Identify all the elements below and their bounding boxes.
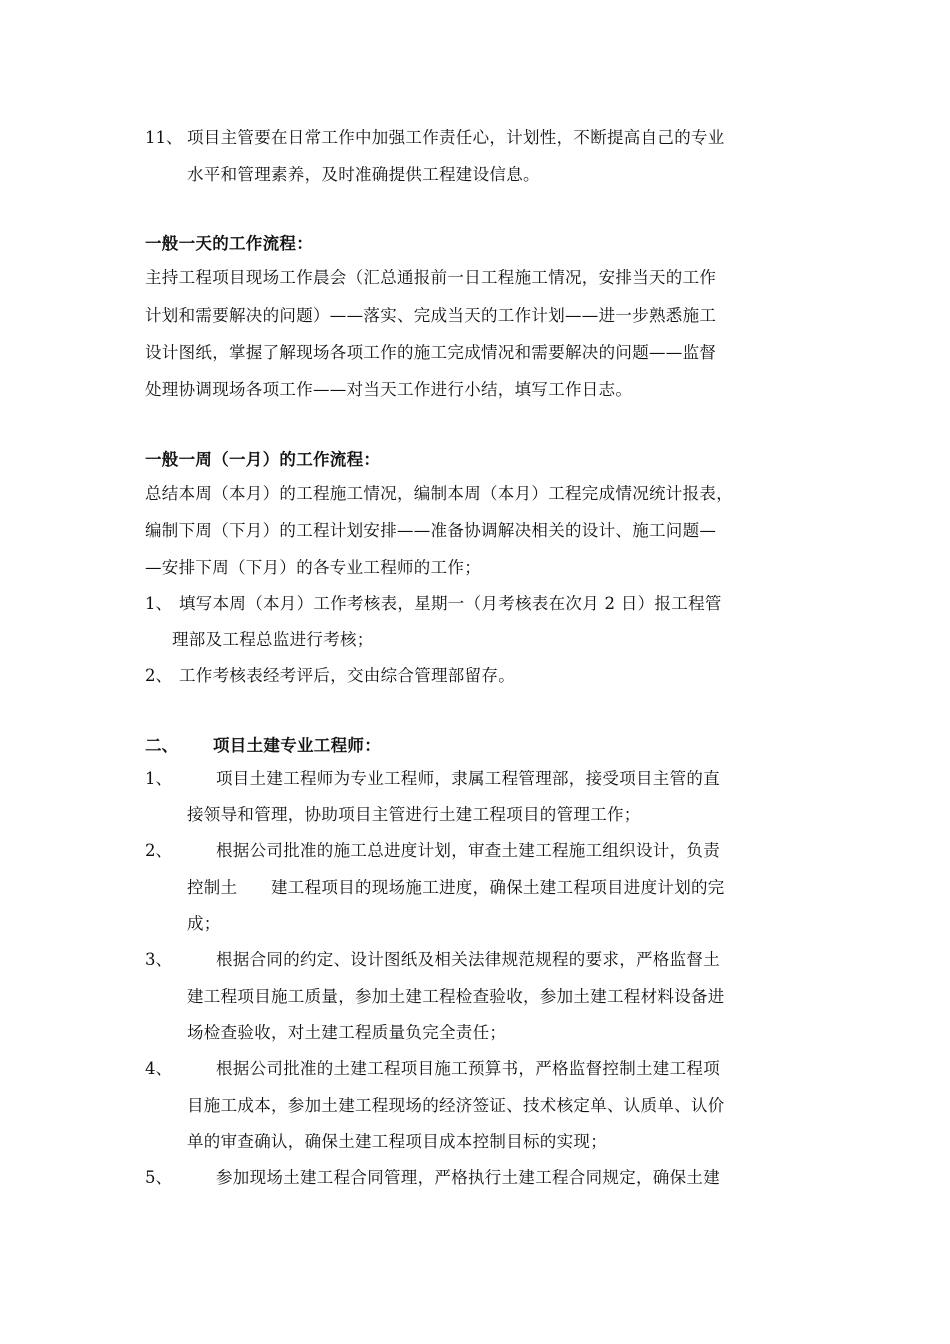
section-2-item-line: 项目土建工程师为专业工程师，隶属工程管理部，接受项目主管的直 (216, 769, 720, 788)
section-2-item-line: 根据公司批准的土建工程项目施工预算书，严格监督控制土建工程项 (216, 1059, 720, 1078)
section-2-item-line: 参加现场土建工程合同管理，严格执行土建工程合同规定，确保土建 (216, 1168, 720, 1187)
section-2-item-line: 根据公司批准的施工总进度计划，审查土建工程施工组织设计，负责 (216, 841, 720, 860)
weekly-workflow-heading: 一般一周（一月）的工作流程： (145, 450, 381, 469)
item-11-line-1: 项目主管要在日常工作中加强工作责任心，计划性，不断提高自己的专业 (187, 128, 725, 147)
daily-workflow-heading: 一般一天的工作流程： (145, 234, 313, 253)
weekly-item-line: 填写本周（本月）工作考核表，星期一（月考核表在次月 2 日）报工程管 (179, 594, 722, 613)
section-2-item-number: 5、 (145, 1168, 172, 1187)
weekly-workflow-line: 总结本周（本月）的工程施工情况，编制本周（本月）工程完成情况统计报表， (145, 484, 733, 503)
section-2-number: 二、 (145, 736, 178, 755)
item-11-line-2: 水平和管理素养，及时准确提供工程建设信息。 (187, 165, 540, 184)
weekly-item-line: 工作考核表经考评后，交由综合管理部留存。 (179, 666, 515, 685)
section-2-item-number: 3、 (145, 950, 172, 969)
section-2-item-number: 2、 (145, 841, 172, 860)
section-2-item-line: 控制土 建工程项目的现场施工进度，确保土建工程项目进度计划的完 (187, 878, 725, 897)
weekly-workflow-line: —安排下周（下月）的各专业工程师的工作； (145, 558, 481, 577)
daily-workflow-line: 处理协调现场各项工作——对当天工作进行小结，填写工作日志。 (145, 380, 633, 399)
section-2-item-line: 成； (187, 914, 221, 933)
weekly-item-number: 1、 (145, 594, 172, 613)
section-2-heading: 项目土建专业工程师： (213, 736, 381, 755)
daily-workflow-line: 主持工程项目现场工作晨会（汇总通报前一日工程施工情况，安排当天的工作 (145, 268, 717, 287)
section-2-item-line: 单的审查确认，确保土建工程项目成本控制目标的实现； (187, 1132, 607, 1151)
section-2-item-line: 接领导和管理，协助项目主管进行土建工程项目的管理工作； (187, 805, 641, 824)
daily-workflow-line: 设计图纸，掌握了解现场各项工作的施工完成情况和需要解决的问题——监督 (145, 343, 717, 362)
section-2-item-line: 场检查验收，对土建工程质量负完全责任； (187, 1023, 507, 1042)
daily-workflow-line: 计划和需要解决的问题）——落实、完成当天的工作计划——进一步熟悉施工 (145, 306, 717, 325)
section-2-item-line: 建工程项目施工质量，参加土建工程检查验收，参加土建工程材料设备进 (187, 987, 725, 1006)
section-2-item-number: 1、 (145, 769, 172, 788)
section-2-item-line: 根据合同的约定、设计图纸及相关法律规范规程的要求，严格监督土 (216, 950, 720, 969)
weekly-item-line: 理部及工程总监进行考核； (172, 630, 374, 649)
section-2-item-line: 目施工成本，参加土建工程现场的经济签证、技术核定单、认质单、认价 (187, 1096, 725, 1115)
item-11-number: 11、 (145, 128, 183, 147)
weekly-item-number: 2、 (145, 666, 172, 685)
weekly-workflow-line: 编制下周（下月）的工程计划安排——准备协调解决相关的设计、施工问题— (145, 521, 717, 540)
section-2-item-number: 4、 (145, 1059, 172, 1078)
